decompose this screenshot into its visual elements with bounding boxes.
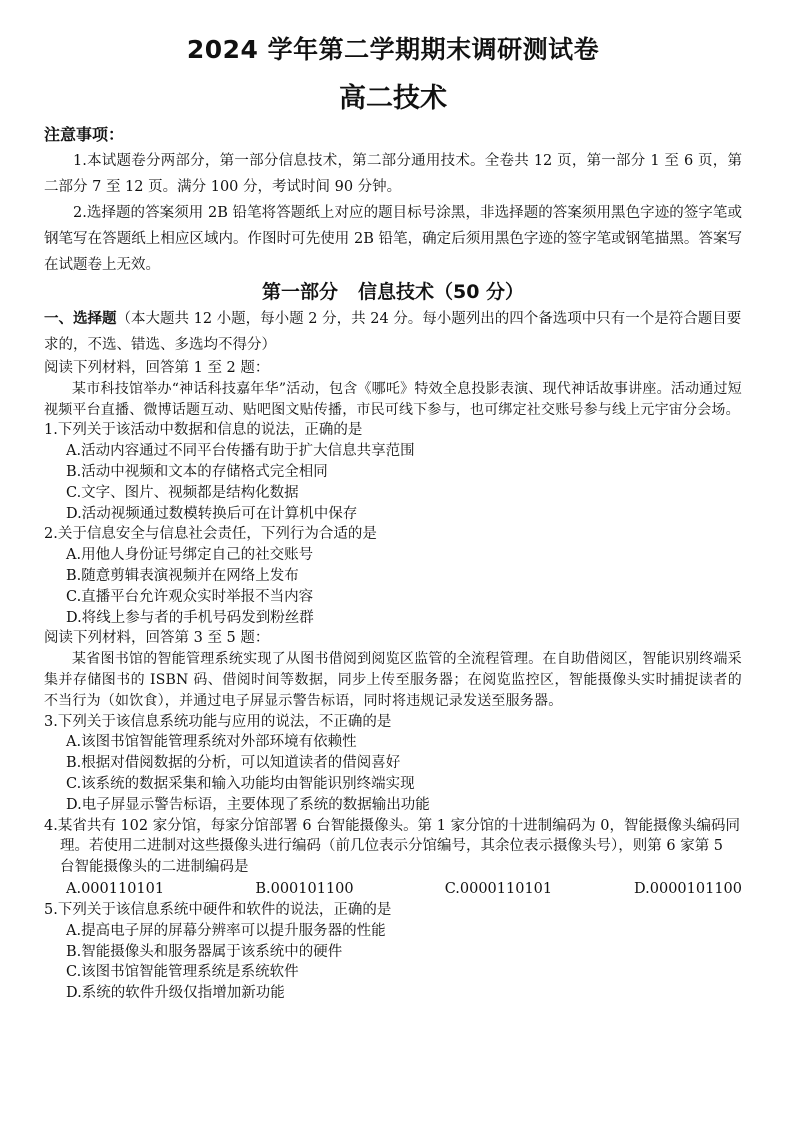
section-desc: （本大题共 12 小题，每小题 2 分，共 24 分。每小题列出的四个备选项中只有一个是符合题目要求的，不选、错选、多选均不得分） (44, 311, 742, 353)
question-5-option-c: C.该图书馆智能管理系统是系统软件 (66, 964, 299, 981)
material-text-1: 某市科技馆举办“神话科技嘉年华”活动，包含《哪吒》特效全息投影表演、现代神话故事讲座。活动通过短视频平台直播、微博话题互动、贴吧图文贴传播，市民可线下参与，也可绑定社交账号参与线上元宇宙分会场。 (44, 380, 742, 418)
question-3-option-a: A.该图书馆智能管理系统对外部环境有依赖性 (66, 734, 357, 751)
question-4-stem: 4.某省共有 102 家分馆，每家分馆部署 6 台智能摄像头。第 1 家分馆的十进制编码为 0，智能摄像头编码同理。若使用二进制对这些摄像头进行编码（前几位表示分馆编号，其余位表示摄像头号），则第 6 家第 5 台智能摄像头的二进制编码是 (44, 817, 740, 876)
question-1-option-c: C.文字、图片、视频都是结构化数据 (66, 484, 299, 501)
material-intro-2: 阅读下列材料，回答第 3 至 5 题： (44, 630, 270, 647)
question-1-stem: 1.下列关于该活动中数据和信息的说法，正确的是 (44, 422, 363, 439)
exam-title: 2024 学年第二学期期末调研测试卷 (186, 35, 600, 64)
part-label: 第一部分 (261, 281, 338, 303)
question-5-option-d: D.系统的软件升级仅指增加新功能 (66, 985, 285, 1002)
question-3-option-c: C.该系统的数据采集和输入功能均由智能识别终端实现 (66, 775, 415, 792)
subject-title: 高二技术 (339, 83, 447, 114)
question-3-option-d: D.电子屏显示警告标语，主要体现了系统的数据输出功能 (66, 796, 430, 813)
question-1-option-d: D.活动视频通过数模转换后可在计算机中保存 (66, 505, 358, 522)
question-4-options (44, 878, 742, 900)
question-1-option-a: A.活动内容通过不同平台传播有助于扩大信息共享范围 (66, 443, 415, 460)
question-5-option-a: A.提高电子屏的屏幕分辨率可以提升服务器的性能 (66, 922, 386, 939)
question-4-option-d: D.0000101100 (634, 880, 743, 897)
question-1-option-b: B.活动中视频和文本的存储格式完全相同 (66, 463, 328, 480)
question-2-option-b: B.随意剪辑表演视频并在网络上发布 (66, 567, 299, 584)
question-3-option-b: B.根据对借阅数据的分析，可以知道读者的借阅喜好 (66, 755, 401, 772)
question-4-option-a: A.000110101 (66, 880, 165, 897)
question-4-option-b: B.000101100 (255, 880, 354, 897)
part-name: 信息技术（50 分） (357, 281, 525, 303)
section-label: 一、选择题 (44, 311, 117, 327)
material-text-2: 某省图书馆的智能管理系统实现了从图书借阅到阅览区监管的全流程管理。在自助借阅区，智能识别终端采集并存储图书的 ISBN 码、借阅时间等数据，同步上传至服务器；在阅览监控区，智能摄像头实时捕捉读者的不当行为（如饮食），并通过电子屏显示警告标语，同时将违规记录发送至服务器。 (44, 651, 742, 709)
question-2-option-c: C.直播平台允许观众实时举报不当内容 (66, 588, 314, 605)
part-heading (44, 278, 742, 306)
question-3-stem: 3.下列关于该信息系统功能与应用的说法，不正确的是 (44, 713, 392, 730)
question-2-stem: 2.关于信息安全与信息社会责任，下列行为合适的是 (44, 526, 377, 543)
section-heading (44, 306, 742, 358)
notice-heading: 注意事项： (44, 125, 125, 144)
question-2-option-a: A.用他人身份证号绑定自己的社交账号 (66, 547, 314, 564)
question-2-option-d: D.将线上参与者的手机号码发到粉丝群 (66, 609, 314, 626)
notice-item-1: 1.本试题卷分两部分，第一部分信息技术，第二部分通用技术。全卷共 12 页，第一部分 1 至 6 页，第二部分 7 至 12 页。满分 100 分，考试时间 90 分钟。 (44, 153, 742, 195)
question-5-option-b: B.智能摄像头和服务器属于该系统中的硬件 (66, 943, 343, 960)
notice-item-2: 2.选择题的答案须用 2B 铅笔将答题纸上对应的题目标号涂黑，非选择题的答案须用黑色字迹的签字笔或钢笔写在答题纸上相应区域内。作图时可先使用 2B 铅笔，确定后须用黑色字迹的签字笔或钢笔描黑。答案写在试题卷上无效。 (44, 205, 742, 273)
material-intro-1: 阅读下列材料，回答第 1 至 2 题： (44, 360, 270, 376)
question-5-stem: 5.下列关于该信息系统中硬件和软件的说法，正确的是 (44, 901, 392, 918)
question-4-option-c: C.0000110101 (444, 880, 553, 897)
